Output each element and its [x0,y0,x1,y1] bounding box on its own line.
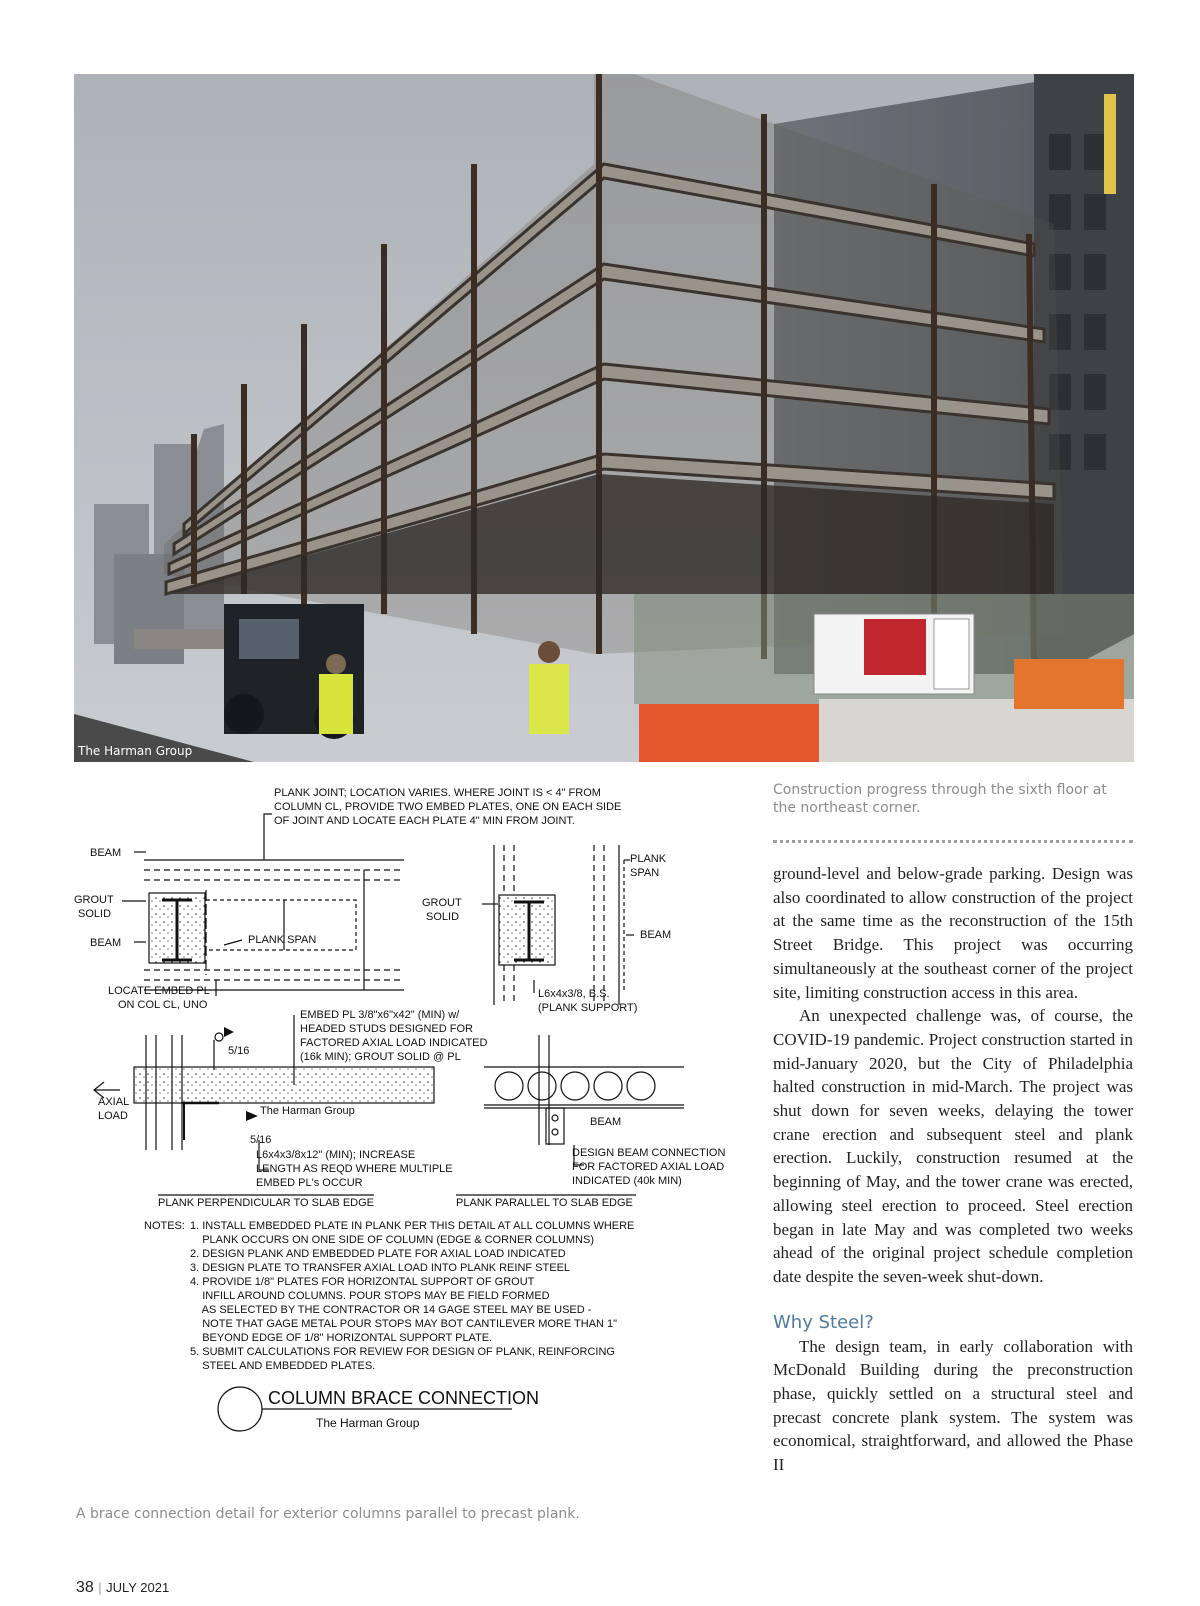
plank-span-stack-1: PLANK [630,853,667,865]
design-beam-1: DESIGN BEAM CONNECTION [572,1147,726,1159]
angle-increase-1: L6x4x3/8x12" (MIN); INCREASE [256,1149,416,1161]
section-heading: Why Steel? [773,1311,874,1333]
issue-date: JULY 2021 [106,1580,170,1595]
note-line-3: 2. DESIGN PLANK AND EMBEDDED PLATE FOR AXIAL LOAD INDICATED [190,1248,566,1260]
axial-load-2: LOAD [98,1110,128,1122]
grout-solid-right-1: GROUT [422,897,462,909]
design-beam-2: FOR FACTORED AXIAL LOAD [572,1161,725,1173]
plank-joint-note-3: OF JOINT AND LOCATE EACH PLATE 4" MIN FROM JOINT. [274,815,575,827]
brace-connection-detail [74,787,754,1490]
axial-load-1: AXIAL [98,1096,130,1108]
beam-label-top: BEAM [90,847,122,859]
note-line-10: 5. SUBMIT CALCULATIONS FOR REVIEW FOR DESIGN OF PLANK, REINFORCING [190,1346,615,1358]
detail-title: COLUMN BRACE CONNECTION [268,1388,540,1408]
footer-separator: | [98,1580,102,1595]
design-beam-3: INDICATED (40k MIN) [572,1175,682,1187]
construction-photo [74,74,1134,762]
note-line-11: STEEL AND EMBEDDED PLATES. [190,1360,376,1372]
note-line-4: 3. DESIGN PLATE TO TRANSFER AXIAL LOAD INTO PLANK REINF STEEL [190,1262,571,1274]
title-parallel: PLANK PARALLEL TO SLAB EDGE [456,1197,633,1209]
note-line-2: PLANK OCCURS ON ONE SIDE OF COLUMN (EDGE & CORNER COLUMNS) [190,1234,594,1246]
article-paragraph-2: An unexpected challenge was, of course, the COVID-19 pandemic. Project construction started in mid-January 2020, but the City of Philadelphia halted construction in mid-March. The project was shut down for seven weeks, delaying the tower crane erection and subsequent steel and plank erection. Luckily, construction resumed at the beginning of May, and the tower crane was erected, allowing steel erection to proceed. Steel erection began in late May and was completed two weeks ahead of the original project schedule completion date despite the seven-week shut-down. [773,1006,1133,1286]
grout-solid-label-1: GROUT [74,894,114,906]
weld-size-top: 5/16 [228,1045,250,1057]
locate-embed-2: ON COL CL, UNO [118,999,208,1011]
angle-support-2: (PLANK SUPPORT) [538,1002,638,1014]
beam-label-right: BEAM [640,929,672,941]
photo-illustration [74,74,1134,762]
note-line-7: AS SELECTED BY THE CONTRACTOR OR 14 GAGE STEEL MAY BE USED - [190,1304,592,1316]
note-line-1: 1. INSTALL EMBEDDED PLATE IN PLANK PER THIS DETAIL AT ALL COLUMNS WHERE [190,1220,635,1232]
grout-solid-right-2: SOLID [426,911,460,923]
plank-span-label: PLANK SPAN [248,934,317,946]
detail-credit: The Harman Group [316,1416,420,1430]
site-fence [634,594,1134,762]
plank-joint-note-2: COLUMN CL, PROVIDE TWO EMBED PLATES, ONE ON EACH SIDE [274,801,622,813]
angle-support-1: L6x4x3/8, B.S. [538,988,610,1000]
note-line-8: NOTE THAT GAGE METAL POUR STOPS MAY BOT CANTILEVER MORE THAN 1" [190,1318,618,1330]
beam-label-section: BEAM [590,1116,622,1128]
grout-solid-label-2: SOLID [78,908,112,920]
note-line-6: INFILL AROUND COLUMNS. POUR STOPS MAY BE FIELD FORMED [190,1290,550,1302]
plank-span-stack-2: SPAN [630,867,660,879]
plank-joint-note-1: PLANK JOINT; LOCATION VARIES. WHERE JOINT IS < 4" FROM [274,787,601,799]
embed-plate-4: (16k MIN); GROUT SOLID @ PL [300,1051,461,1063]
article-paragraph-3: The design team, in early collaboration with McDonald Building during the preconstruction phase, quickly settled on a structural steel and precast concrete plank system. The system was economical, straightforward, and allowed the Phase II [773,1336,1133,1475]
page-number: 38 [76,1579,94,1596]
locate-embed-1: LOCATE EMBED PL [108,985,210,997]
photo-credit: The Harman Group [78,744,193,758]
detail-drawing [74,787,754,1490]
angle-increase-2: LENGTH AS REQD WHERE MULTIPLE [256,1163,453,1175]
angle-increase-3: EMBED PL's OCCUR [256,1177,363,1189]
caption-divider [773,840,1133,843]
article-column [773,862,1133,1477]
note-line-5: 4. PROVIDE 1/8" PLATES FOR HORIZONTAL SUPPORT OF GROUT [190,1276,535,1288]
article-paragraph-1: ground-level and below-grade parking. Design was also coordinated to allow construction of the project at the same time as the reconstruction of the 15th Street Bridge. This project was occurring simultaneously at the southeast corner of the project site, limiting construction access in this area. [773,864,1133,1002]
embed-plate-2: HEADED STUDS DESIGNED FOR [300,1023,473,1035]
embed-plate-3: FACTORED AXIAL LOAD INDICATED [300,1037,488,1049]
notes-label: NOTES: [144,1220,185,1232]
note-line-9: BEYOND EDGE OF 1/8" HORIZONTAL SUPPORT PLATE. [190,1332,493,1344]
weld-size-bottom: 5/16 [250,1134,272,1146]
page-footer [76,1579,169,1597]
embed-plate-1: EMBED PL 3/8"x6"x42" (MIN) w/ [300,1009,460,1021]
drawing-inline-credit: The Harman Group [260,1105,355,1117]
beam-label-bottom: BEAM [90,937,122,949]
drawing-caption: A brace connection detail for exterior columns parallel to precast plank. [76,1506,580,1522]
photo-caption: Construction progress through the sixth floor at the northeast corner. [773,782,1107,816]
title-perpendicular: PLANK PERPENDICULAR TO SLAB EDGE [158,1197,374,1209]
